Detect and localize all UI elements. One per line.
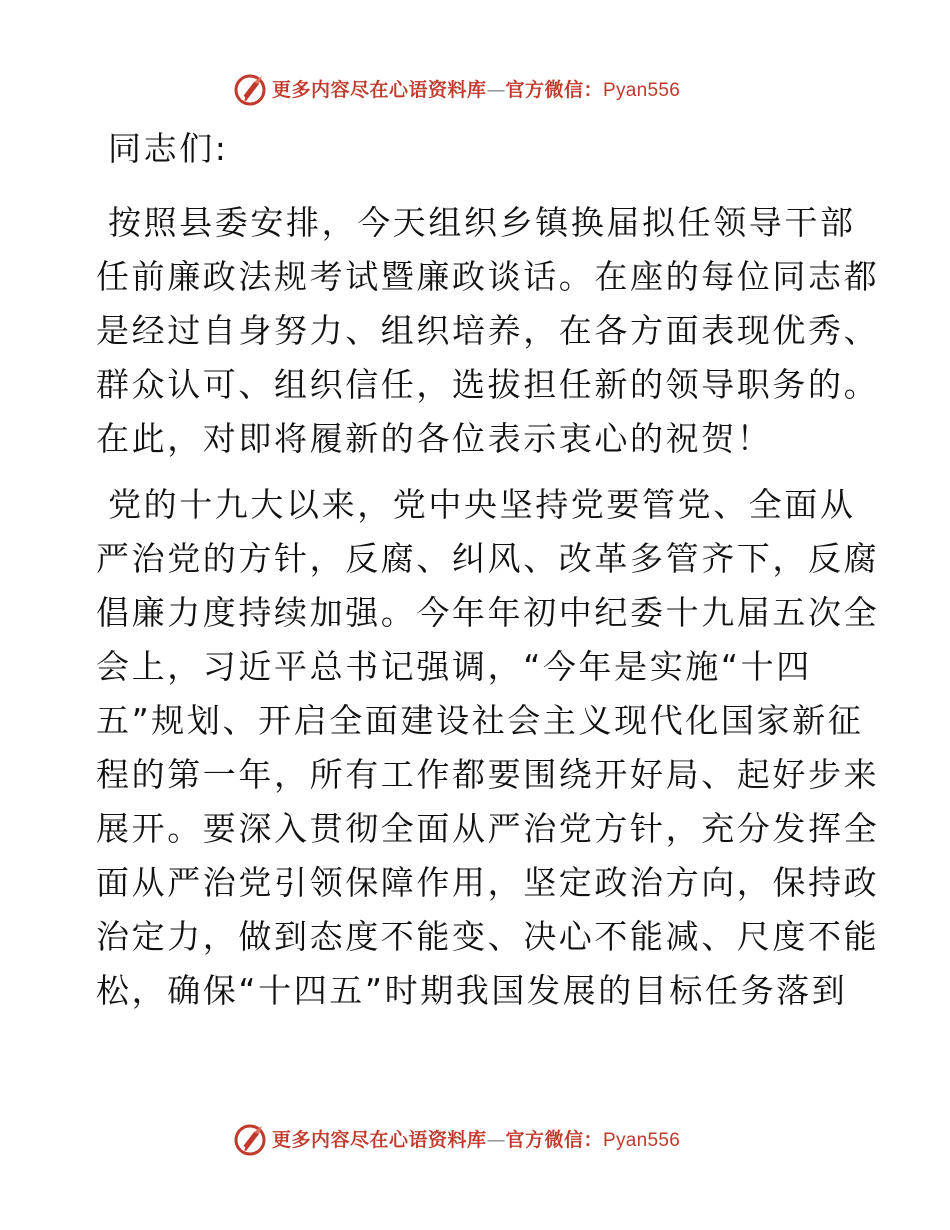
paragraph-line: 党的十九大以来，党中央坚持党要管党、全面从 [108, 485, 856, 524]
salutation: 同志们: [108, 129, 229, 168]
paragraph-line: 治定力，做到态度不能变、决心不能减、尺度不能 [96, 917, 880, 956]
watermark-wechat-label: 官方微信： [505, 78, 604, 101]
paragraph-line: 群众认可、组织信任，选拔担任新的领导职务的。 [96, 365, 880, 404]
paragraph-line: 倡廉力度持续加强。今年年初中纪委十九届五次全 [96, 593, 880, 632]
quill-logo-icon [232, 72, 268, 108]
watermark-wechat-id: Pyan556 [603, 1129, 681, 1151]
paragraph-2 [96, 478, 880, 1018]
paragraph-line: 会上，习近平总书记强调，“今年是实施“十四 [96, 647, 812, 686]
paragraph-line: 是经过自身努力、组织培养，在各方面表现优秀、 [96, 311, 880, 350]
watermark-wechat-id: Pyan556 [603, 79, 681, 101]
paragraph-line: 按照县委安排，今天组织乡镇换届拟任领导干部 [108, 203, 856, 242]
watermark-header [232, 70, 752, 110]
quill-logo-icon [232, 1122, 268, 1158]
watermark-wechat-label: 官方微信： [505, 1128, 604, 1151]
watermark-footer [232, 1120, 752, 1160]
paragraph-line: 程的第一年，所有工作都要围绕开好局、起好步来 [96, 755, 880, 794]
watermark-separator: — [486, 1128, 506, 1151]
paragraph-line: 面从严治党引领保障作用，坚定政治方向，保持政 [96, 863, 880, 902]
document-body [96, 122, 880, 1018]
paragraph-line: 在此，对即将履新的各位表示衷心的祝贺！ [96, 419, 773, 458]
paragraph-line: 严治党的方针，反腐、纠风、改革多管齐下，反腐 [96, 539, 880, 578]
paragraph-1 [96, 196, 880, 466]
paragraph-line: 五”规划、开启全面建设社会主义现代化国家新征 [96, 701, 864, 740]
paragraph-line: 展开。要深入贯彻全面从严治党方针，充分发挥全 [96, 809, 880, 848]
watermark-separator: — [486, 78, 506, 101]
watermark-title: 更多内容尽在心语资料库 [272, 78, 487, 101]
watermark-title: 更多内容尽在心语资料库 [272, 1128, 487, 1151]
paragraph-line: 松，确保“十四五”时期我国发展的目标任务落到 [96, 971, 848, 1010]
paragraph-line: 任前廉政法规考试暨廉政谈话。在座的每位同志都 [96, 257, 880, 296]
